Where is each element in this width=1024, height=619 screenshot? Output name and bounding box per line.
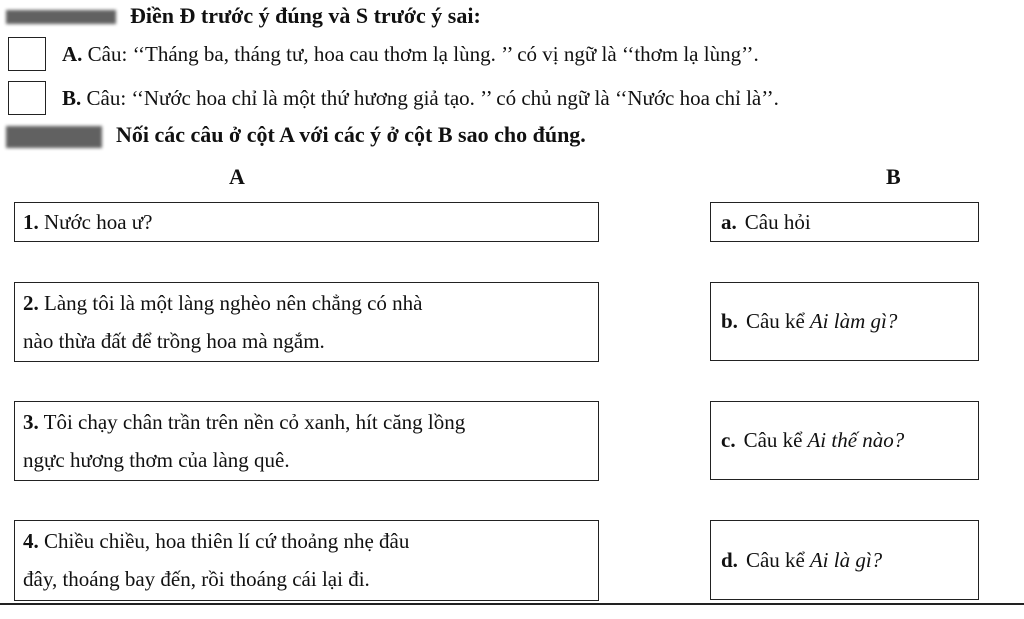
item-4-number: 4.	[23, 529, 39, 553]
item-3-number: 3.	[23, 410, 39, 434]
item-1-number: 1.	[23, 210, 39, 234]
item-4-line1: Chiều chiều, hoa thiên lí cứ thoảng nhẹ đâu	[44, 529, 410, 553]
option-b-label: B.	[62, 86, 82, 110]
item-4-line2: đây, thoáng bay đến, rồi thoáng cái lại đi.	[23, 567, 370, 591]
answer-box-b[interactable]	[8, 81, 46, 115]
item-2-number: 2.	[23, 291, 39, 315]
item-2-line1: Làng tôi là một làng nghèo nên chẳng có nhà	[44, 291, 423, 315]
column-a-item-3[interactable]	[14, 401, 599, 481]
option-a	[62, 42, 759, 67]
option-a-label: A.	[62, 42, 83, 66]
item-2-line2: nào thừa đất để trồng hoa mà ngắm.	[23, 329, 325, 353]
item-c-text: Câu kể	[743, 428, 803, 452]
column-a-header: A	[229, 164, 245, 189]
section2-title: Nối các câu ở cột A với các ý ở cột B sao cho đúng.	[116, 122, 586, 147]
column-a-item-2[interactable]	[14, 282, 599, 362]
item-d-text: Câu kể	[745, 547, 805, 572]
item-b-italic: Ai làm gì?	[809, 309, 898, 333]
section1-title: Điền Đ trước ý đúng và S trước ý sai:	[130, 3, 481, 28]
redacted-question-number-1	[6, 10, 116, 24]
column-b-header: B	[886, 164, 901, 189]
column-a-item-4[interactable]	[14, 520, 599, 601]
item-3-line1: Tôi chạy chân trần trên nền cỏ xanh, hít căng lồng	[43, 410, 466, 434]
option-b-text: Câu: ‘‘Nước hoa chỉ là một thứ hương giả tạo. ’’ có chủ ngữ là ‘‘Nước hoa chỉ là’’.	[86, 86, 779, 110]
item-d-italic: Ai là gì?	[809, 547, 883, 572]
column-b-item-d[interactable]	[710, 520, 979, 600]
column-b-item-b[interactable]	[710, 282, 979, 361]
item-d-letter: d.	[721, 547, 738, 572]
option-a-text: Câu: ‘‘Tháng ba, tháng tư, hoa cau thơm lạ lùng. ’’ có vị ngữ là ‘‘thơm lạ lùng’’.	[87, 42, 759, 66]
item-a-letter: a.	[721, 209, 737, 234]
item-1-text: Nước hoa ư?	[44, 210, 153, 234]
item-c-letter: c.	[721, 428, 736, 452]
item-b-letter: b.	[721, 309, 738, 333]
item-c-italic: Ai thế nào?	[807, 428, 905, 452]
column-b-item-a[interactable]	[710, 202, 979, 242]
item-a-text: Câu hỏi	[744, 209, 811, 234]
option-b	[62, 86, 779, 111]
bottom-divider	[0, 603, 1024, 605]
item-b-text: Câu kể	[745, 309, 805, 333]
column-b-item-c[interactable]	[710, 401, 979, 480]
column-a-item-1[interactable]	[14, 202, 599, 242]
answer-box-a[interactable]	[8, 37, 46, 71]
item-3-line2: ngực hương thơm của làng quê.	[23, 448, 290, 472]
redacted-question-number-2	[6, 126, 102, 148]
